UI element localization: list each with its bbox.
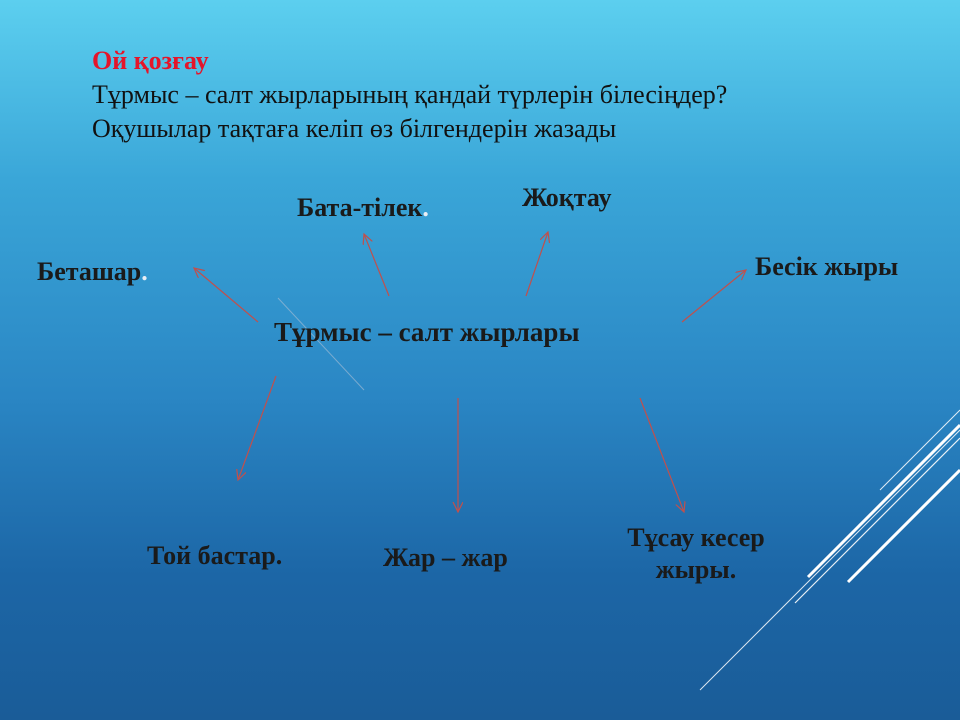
question-text: Тұрмыс – салт жырларының қандай түрлерін білесіңдер? [92, 80, 728, 109]
node-tusau-keser-line1: Тұсау кесер [627, 523, 765, 552]
arrow-to-bata-tilek [364, 234, 389, 296]
arrow-to-besik-zhyry [682, 270, 746, 322]
node-bata-tilek-dot: . [422, 193, 429, 222]
node-bata-tilek [297, 192, 429, 224]
slide-title: Ой қозғау [92, 46, 209, 75]
node-zhar-zhar: Жар – жар [383, 543, 508, 572]
center-node: Тұрмыс – салт жырлары [274, 317, 580, 347]
arrow-to-zhoktau [526, 232, 548, 296]
arrow-to-toi-bastar [238, 376, 276, 480]
node-bata-tilek-label: Бата-тілек [297, 193, 423, 222]
instruction-text: Оқушылар тақтаға келіп өз білгендерін жазады [92, 114, 617, 143]
node-tusau-keser-line2: жыры. [655, 555, 737, 584]
arrow-to-tusau-keser [640, 398, 684, 512]
node-besik-zhyry: Бесік жыры [755, 252, 899, 281]
node-betashar-dot: . [141, 257, 148, 286]
node-betashar [37, 256, 148, 288]
node-zhoktau: Жоқтау [522, 183, 612, 212]
arrow-to-betashar [194, 268, 258, 322]
node-betashar-label: Беташар [37, 257, 142, 286]
node-toi-bastar: Той бастар. [147, 541, 283, 570]
node-tusau-keser [606, 522, 786, 586]
